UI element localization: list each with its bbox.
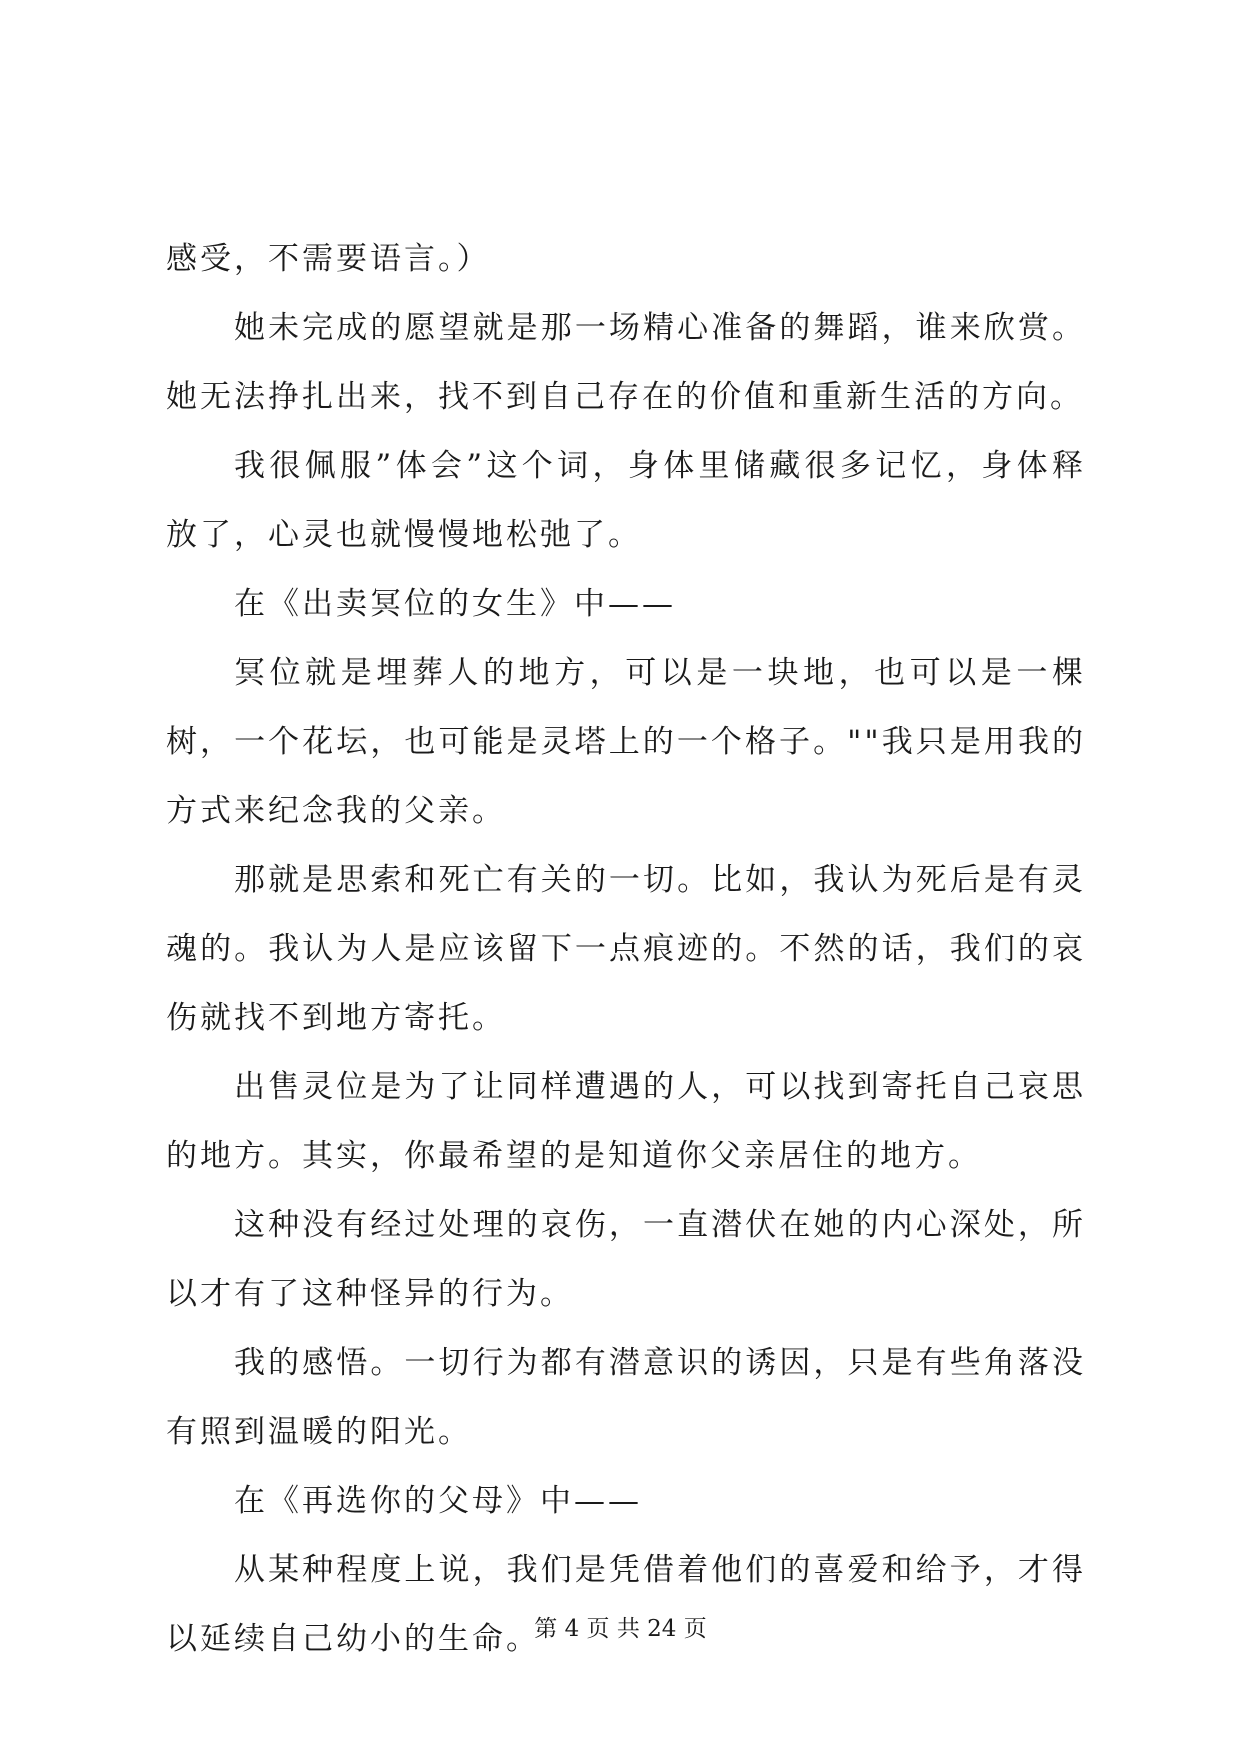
paragraph-10: 在《再选你的父母》中—— [234, 1483, 642, 1519]
paragraph-7: 出售灵位是为了让同样遭遇的人，可以找到寄托自己哀思的地方。其实，你最希望的是知道你父亲居住的地方。 [166, 1069, 1086, 1174]
page-footer [0, 1614, 1241, 1644]
paragraph-1: 感受，不需要语言。） [166, 241, 491, 277]
body-text [166, 225, 1086, 1674]
paragraph-8: 这种没有经过处理的哀伤，一直潜伏在她的内心深处，所以才有了这种怪异的行为。 [166, 1207, 1086, 1312]
paragraph-6: 那就是思索和死亡有关的一切。比如，我认为死后是有灵魂的。我认为人是应该留下一点痕迹的。不然的话，我们的哀伤就找不到地方寄托。 [166, 862, 1086, 1036]
paragraph-4: 在《出卖冥位的女生》中—— [234, 586, 676, 622]
paragraph-11: 从某种程度上说，我们是凭借着他们的喜爱和给予，才得以延续自己幼小的生命。 [166, 1552, 1086, 1657]
paragraph-9: 我的感悟。一切行为都有潜意识的诱因，只是有些角落没有照到温暖的阳光。 [166, 1345, 1086, 1450]
paragraph-5: 冥位就是埋葬人的地方，可以是一块地，也可以是一棵树，一个花坛，也可能是灵塔上的一个格子。""我只是用我的方式来纪念我的父亲。 [166, 655, 1086, 829]
paragraph-3: 我很佩服”体会”这个词，身体里储藏很多记忆，身体释放了，心灵也就慢慢地松弛了。 [166, 448, 1086, 553]
paragraph-2: 她未完成的愿望就是那一场精心准备的舞蹈，谁来欣赏。她无法挣扎出来，找不到自己存在的价值和重新生活的方向。 [166, 310, 1086, 415]
page-number-label: 第 4 页 共 24 页 [534, 1616, 707, 1642]
